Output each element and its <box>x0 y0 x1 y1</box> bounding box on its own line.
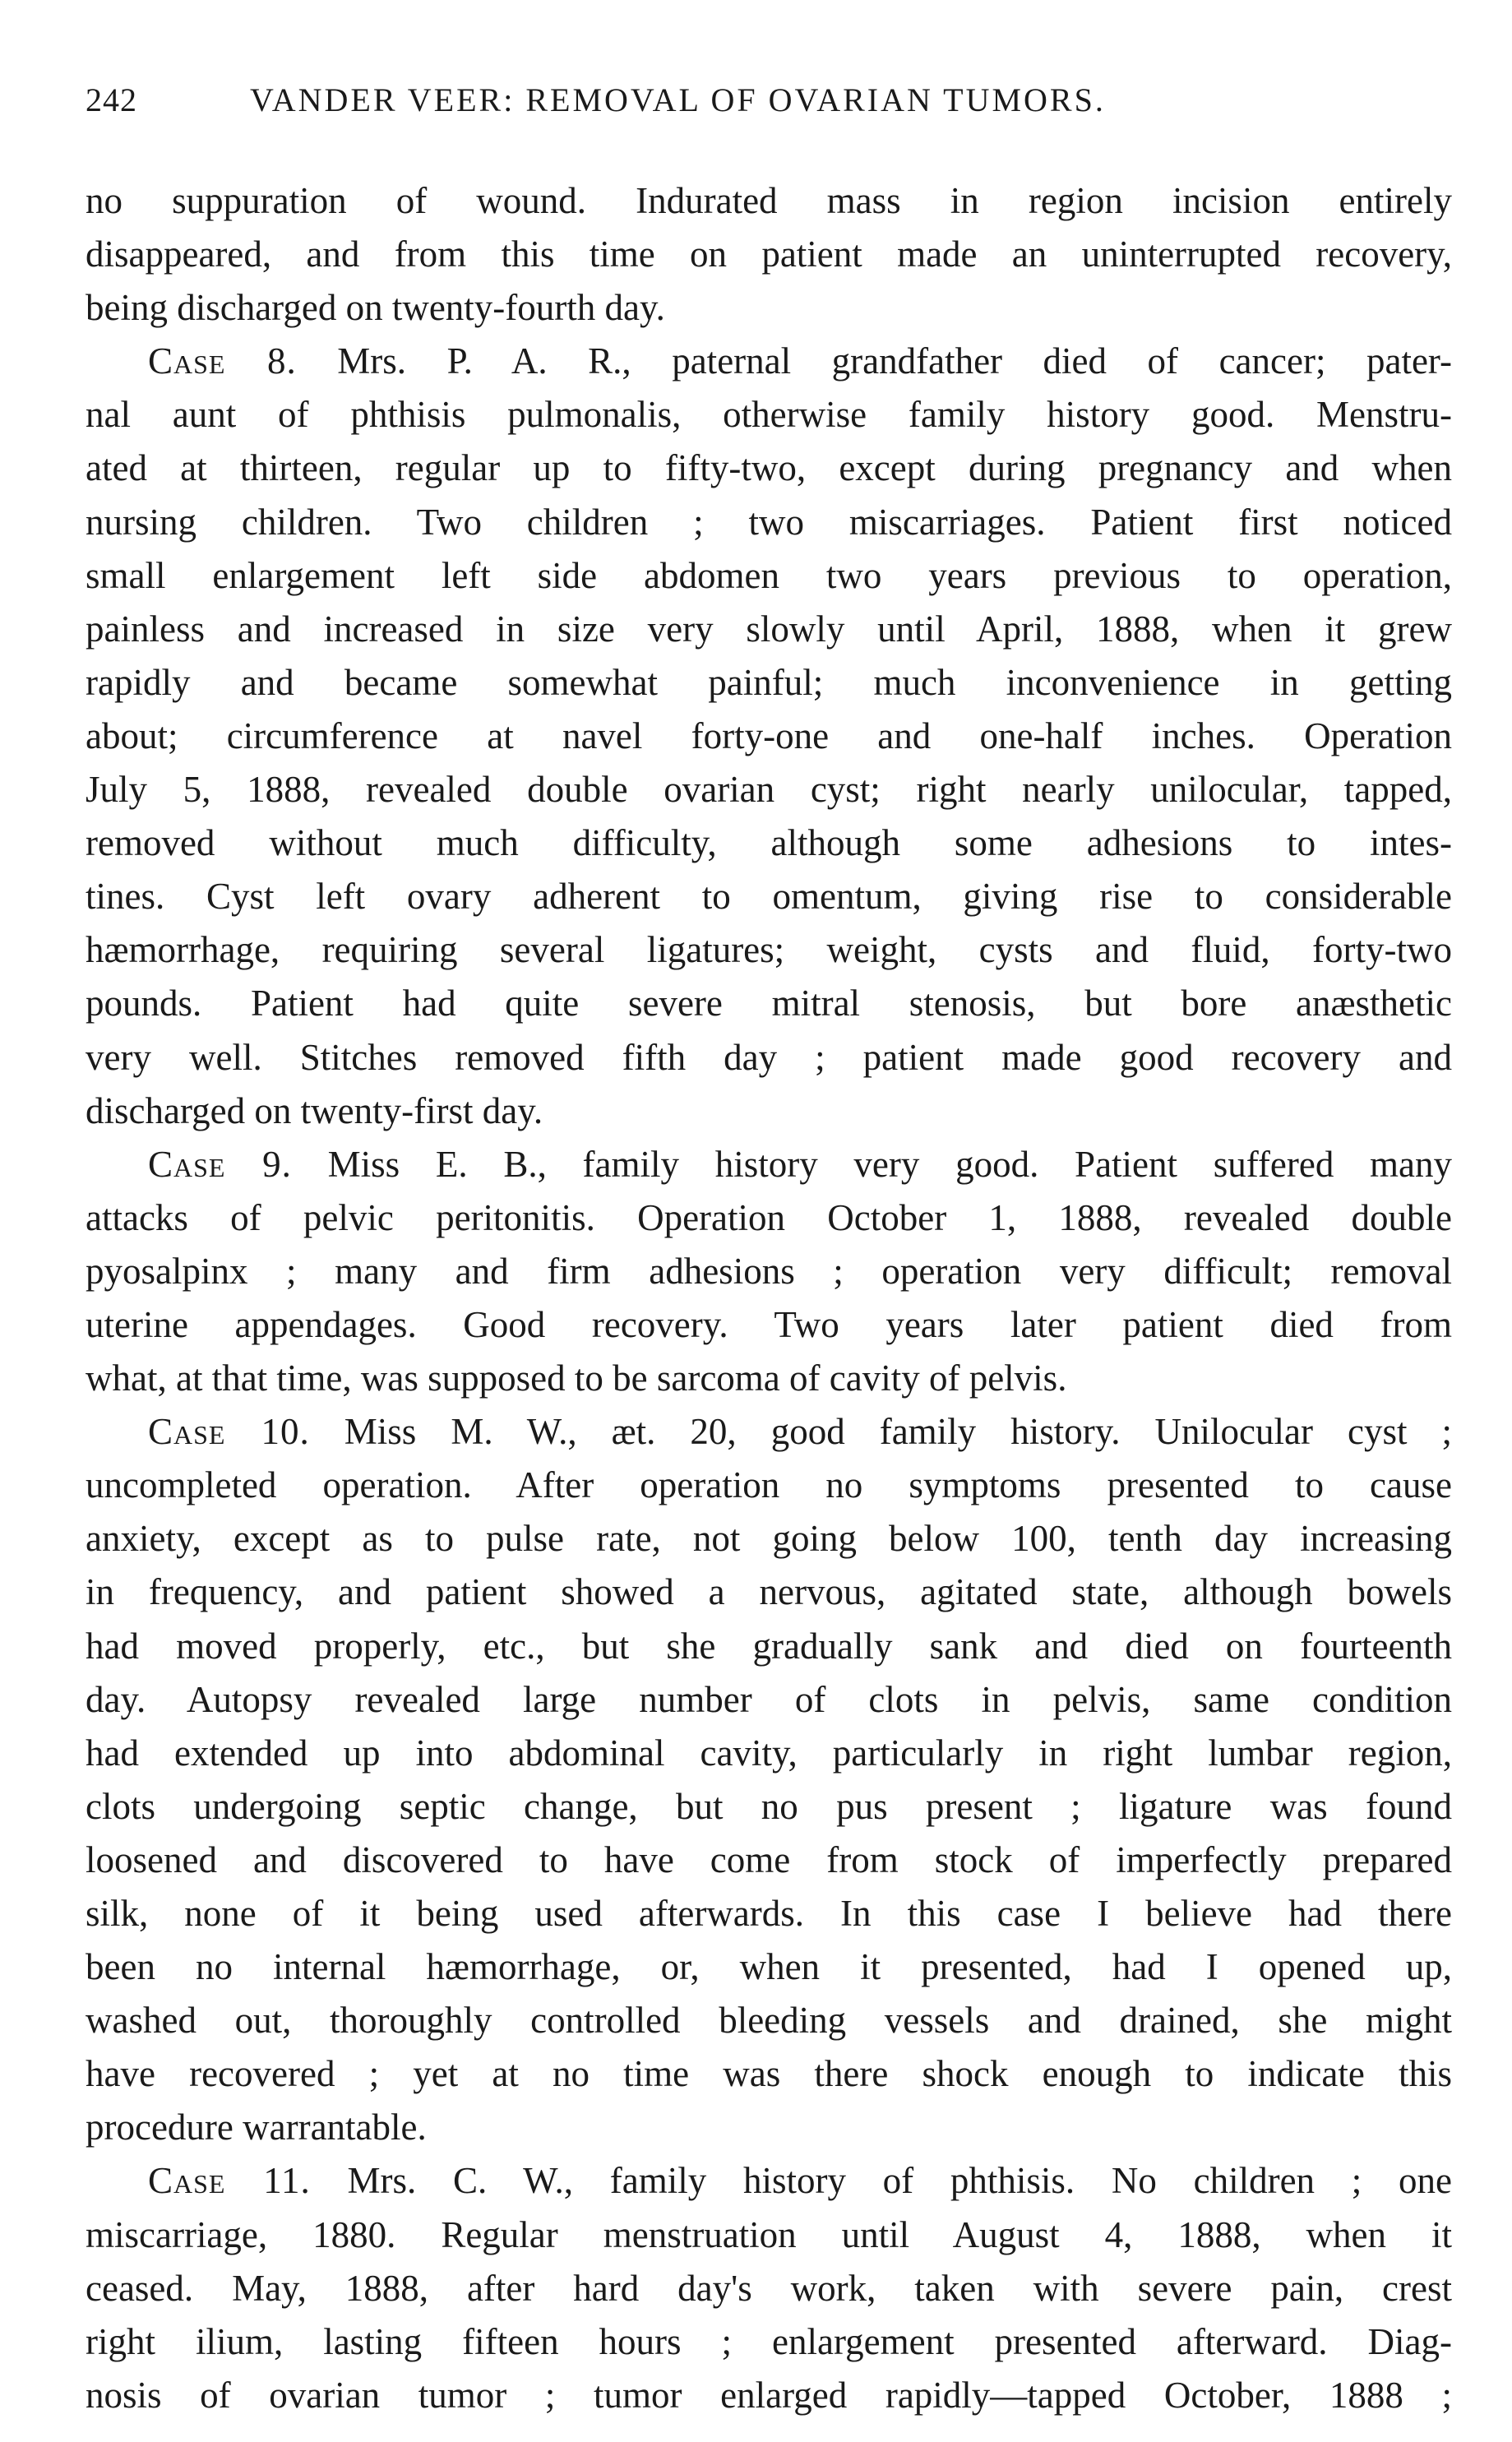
case-heading-line <box>86 1405 1452 1459</box>
text-line <box>86 1673 1452 1727</box>
text-line <box>86 1566 1452 1619</box>
text-line <box>86 1620 1452 1673</box>
line-text: nosis of ovarian tumor ; tumor enlarged rapidly—tapped October, 1888 ; <box>86 2374 1452 2416</box>
line-text: ceased. May, 1888, after hard day's work, taken with severe pain, crest <box>86 2267 1452 2309</box>
text-line <box>86 1780 1452 1834</box>
line-text: what, at that time, was supposed to be sarcoma of cavity of pelvis. <box>86 1357 1067 1399</box>
text-line <box>86 2101 1452 2154</box>
line-text: hæmorrhage, requiring several ligatures; weight, cysts and fluid, forty-two <box>86 929 1452 971</box>
case-heading-line <box>86 1138 1452 1191</box>
case-heading-line <box>86 2154 1452 2208</box>
text-line <box>86 2369 1452 2422</box>
line-text: July 5, 1888, revealed double ovarian cyst; right nearly unilocular, tapped, <box>86 769 1452 811</box>
text-line <box>86 923 1452 977</box>
text-line <box>86 1085 1452 1138</box>
line-text: right ilium, lasting fifteen hours ; enlargement presented afterward. Diag- <box>86 2320 1452 2362</box>
line-text: had moved properly, etc., but she gradually sank and died on fourteenth <box>86 1625 1452 1667</box>
text-line <box>86 1031 1452 1085</box>
line-text: about; circumference at navel forty-one and one-half inches. Operation <box>86 715 1452 756</box>
text-line <box>86 1459 1452 1512</box>
text-line <box>86 1887 1452 1940</box>
line-text: Mrs. P. A. R., paternal grandfather died of cancer; pater- <box>296 340 1452 382</box>
line-text: nal aunt of phthisis pulmonalis, otherwise family history good. Menstru- <box>86 394 1452 436</box>
text-line <box>86 1994 1452 2047</box>
text-line <box>86 2262 1452 2315</box>
text-line <box>86 656 1452 710</box>
text-line <box>86 816 1452 870</box>
case-label: Case 10. <box>148 1411 310 1453</box>
line-text: anxiety, except as to pulse rate, not going below 100, tenth day increasing <box>86 1518 1452 1560</box>
line-text: removed without much difficulty, although some adhesions to intes- <box>86 822 1452 864</box>
line-text: uncompleted operation. After operation no symptoms presented to cause <box>86 1464 1452 1506</box>
case-label: Case 8. <box>148 340 297 382</box>
line-text: washed out, thoroughly controlled bleeding vessels and drained, she might <box>86 2000 1452 2042</box>
text-line <box>86 1191 1452 1245</box>
line-text: pounds. Patient had quite severe mitral stenosis, but bore anæsthetic <box>86 983 1452 1024</box>
line-text: loosened and discovered to have come from stock of imperfectly prepared <box>86 1838 1452 1880</box>
line-text: disappeared, and from this time on patient made an uninterrupted recovery, <box>86 234 1452 275</box>
line-text: pyosalpinx ; many and firm adhesions ; operation very difficult; removal <box>86 1250 1452 1292</box>
line-text: ated at thirteen, regular up to fifty-two, except during pregnancy and when <box>86 447 1452 489</box>
text-line <box>86 1298 1452 1352</box>
line-text: small enlargement left side abdomen two years previous to operation, <box>86 554 1452 596</box>
text-line <box>86 442 1452 495</box>
text-line <box>86 1512 1452 1566</box>
text-line <box>86 174 1452 228</box>
body-text <box>86 174 1452 2422</box>
case-heading-line <box>86 335 1452 388</box>
text-line <box>86 710 1452 763</box>
line-text: silk, none of it being used afterwards. In this case I believe had there <box>86 1893 1452 1934</box>
line-text: discharged on twenty-first day. <box>86 1089 543 1131</box>
text-line <box>86 496 1452 549</box>
line-text: attacks of pelvic peritonitis. Operation October 1, 1888, revealed double <box>86 1196 1452 1238</box>
text-line <box>86 1834 1452 1887</box>
text-line <box>86 2047 1452 2101</box>
line-text: Miss M. W., æt. 20, good family history. Unilocular cyst ; <box>309 1411 1453 1453</box>
text-line <box>86 1245 1452 1298</box>
line-text: no suppuration of wound. Indurated mass in region incision entirely <box>86 180 1452 221</box>
text-line <box>86 977 1452 1030</box>
text-line <box>86 549 1452 603</box>
text-line <box>86 1727 1452 1780</box>
line-text: had extended up into abdominal cavity, particularly in right lumbar region, <box>86 1732 1452 1774</box>
text-line <box>86 2208 1452 2262</box>
line-text: have recovered ; yet at no time was there shock enough to indicate this <box>86 2053 1452 2095</box>
line-text: day. Autopsy revealed large number of clots in pelvis, same condition <box>86 1678 1452 1720</box>
line-text: rapidly and became somewhat painful; much inconvenience in getting <box>86 661 1452 703</box>
line-text: procedure warrantable. <box>86 2107 427 2148</box>
page-number: 242 <box>86 81 137 118</box>
text-line <box>86 870 1452 923</box>
text-line <box>86 763 1452 816</box>
line-text: very well. Stitches removed fifth day ; patient made good recovery and <box>86 1036 1452 1078</box>
text-line <box>86 603 1452 656</box>
text-line <box>86 1940 1452 1994</box>
line-text: uterine appendages. Good recovery. Two years later patient died from <box>86 1303 1452 1345</box>
line-text: Miss E. B., family history very good. Patient suffered many <box>291 1143 1453 1185</box>
line-text: miscarriage, 1880. Regular menstruation until August 4, 1888, when it <box>86 2213 1452 2255</box>
line-text: clots undergoing septic change, but no pus present ; ligature was found <box>86 1785 1452 1827</box>
line-text: Mrs. C. W., family history of phthisis. No children ; one <box>310 2160 1452 2202</box>
line-text: tines. Cyst left ovary adherent to omentum, giving rise to considerable <box>86 876 1452 918</box>
text-line <box>86 281 1452 335</box>
text-line <box>86 228 1452 281</box>
line-text: being discharged on twenty-fourth day. <box>86 287 665 329</box>
line-text: painless and increased in size very slowly until April, 1888, when it grew <box>86 608 1452 650</box>
case-label: Case 9. <box>148 1143 292 1185</box>
line-text: been no internal hæmorrhage, or, when it presented, had I opened up, <box>86 1946 1452 1988</box>
text-line <box>86 2315 1452 2369</box>
line-text: nursing children. Two children ; two miscarriages. Patient first noticed <box>86 501 1452 543</box>
case-label: Case 11. <box>148 2160 311 2202</box>
running-head <box>86 81 1450 119</box>
running-title: VANDER VEER: REMOVAL OF OVARIAN TUMORS. <box>250 81 1106 118</box>
line-text: in frequency, and patient showed a nervous, agitated state, although bowels <box>86 1571 1452 1613</box>
text-line <box>86 388 1452 442</box>
text-line <box>86 1352 1452 1405</box>
